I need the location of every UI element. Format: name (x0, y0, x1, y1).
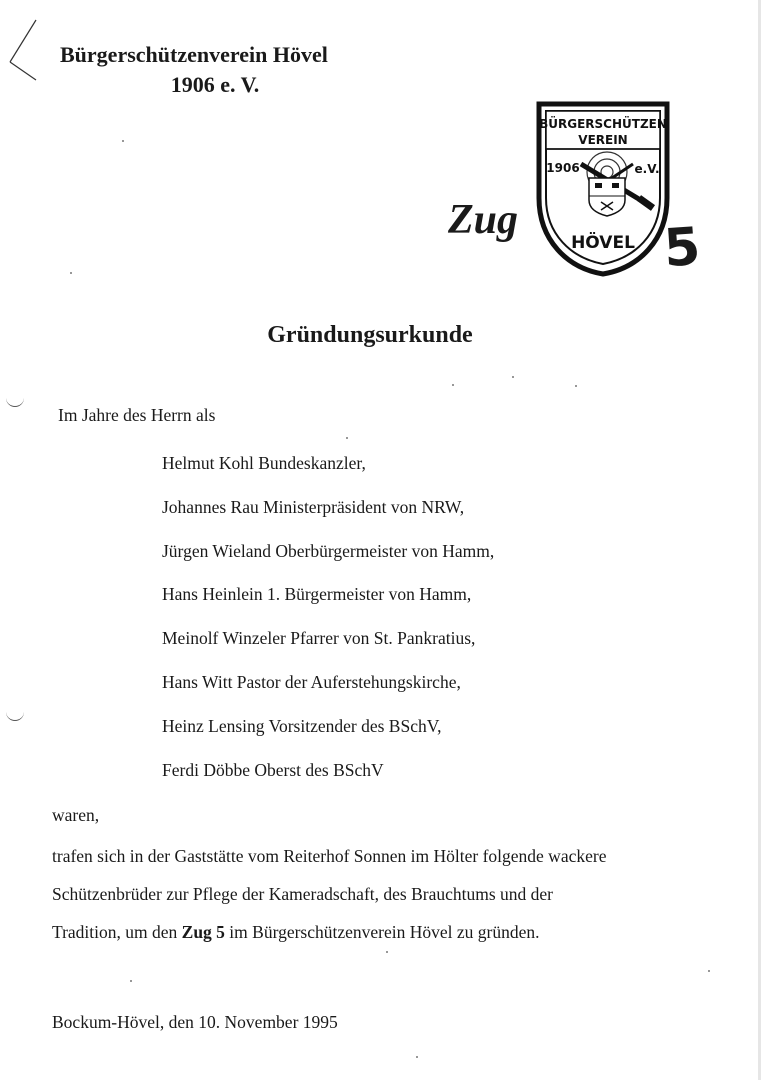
date-line: Bockum-Hövel, den 10. November 1995 (52, 1012, 338, 1032)
logo-suffix: e.V. (634, 162, 660, 176)
scan-speck (708, 970, 710, 972)
scan-speck (575, 385, 577, 387)
waren-text: waren, (52, 805, 100, 825)
logo-bottom-text: HÖVEL (571, 233, 635, 253)
list-item: Heinz Lensing Vorsitzender des BSchV, (162, 715, 442, 736)
scan-speck (452, 384, 454, 386)
margin-hole-mark (6, 712, 24, 721)
scan-speck (346, 437, 348, 439)
scan-speck (130, 980, 132, 982)
club-logo-shield (535, 100, 671, 278)
corner-pen-mark (6, 18, 56, 88)
paragraph-line-3 (52, 922, 540, 943)
intro-text: Im Jahre des Herrn als (58, 405, 216, 425)
club-name: Bürgerschützenverein Hövel (60, 42, 328, 67)
margin-hole-mark (6, 398, 24, 407)
list-item: Jürgen Wieland Oberbürgermeister von Hamm, (162, 540, 495, 561)
officials-list (162, 451, 494, 801)
list-item: Hans Heinlein 1. Bürgermeister von Hamm, (162, 584, 472, 605)
logo-second-text: VEREIN (578, 133, 628, 147)
scan-speck (386, 951, 388, 953)
logo-top-text: BÜRGERSCHÜTZEN (539, 117, 667, 131)
scan-speck (122, 140, 124, 142)
zug-label: Zug (448, 197, 519, 243)
paragraph-line-2: Schützenbrüder zur Pflege der Kameradschaft, des Brauchtums und der (52, 884, 553, 904)
list-item: Ferdi Döbbe Oberst des BSchV (162, 759, 384, 780)
list-item: Helmut Kohl Bundeskanzler, (162, 453, 366, 473)
paragraph-line-3-end: im Bürgerschützenverein Hövel zu gründen. (224, 922, 540, 942)
club-year: 1906 e. V. (170, 72, 260, 97)
scan-speck (70, 272, 72, 274)
list-item: Johannes Rau Ministerpräsident von NRW, (162, 496, 465, 517)
logo-year: 1906 (546, 161, 580, 175)
zug-bold-text: Zug 5 (181, 922, 225, 942)
list-item: Hans Witt Pastor der Auferstehungskirche, (162, 671, 461, 692)
paragraph-line-1: trafen sich in der Gaststätte vom Reiterhof Sonnen im Hölter folgende wackere (52, 846, 607, 866)
zug-number-handwritten: 5 (661, 216, 703, 280)
scan-speck (512, 376, 514, 378)
club-header (60, 40, 370, 100)
list-item: Meinolf Winzeler Pfarrer von St. Pankratius, (162, 628, 476, 649)
document-title: Gründungsurkunde (267, 322, 473, 348)
paragraph-line-3-start: Tradition, um den (52, 922, 182, 942)
scan-speck (416, 1056, 418, 1058)
